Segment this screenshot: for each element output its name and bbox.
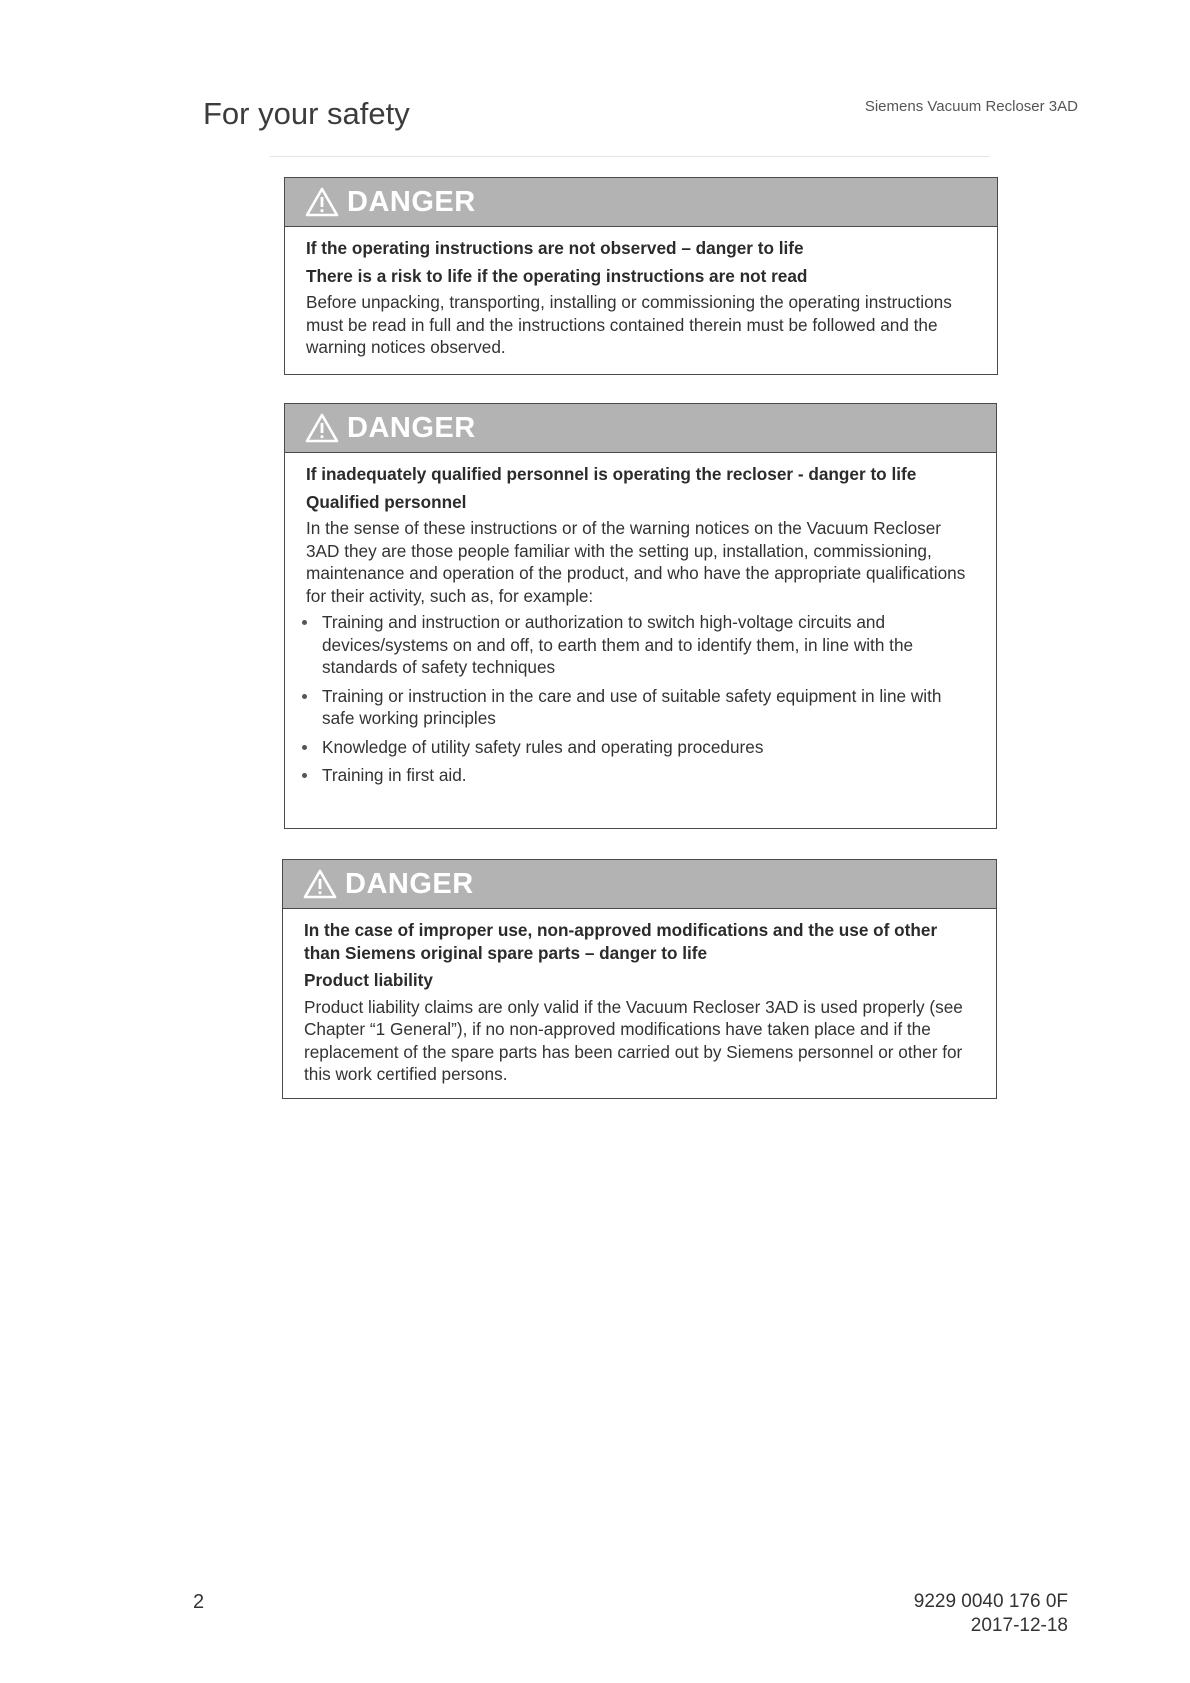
- list-item: Knowledge of utility safety rules and operating procedures: [286, 736, 974, 759]
- danger-signal-word: DANGER: [345, 867, 474, 900]
- header-product-name: Siemens Vacuum Recloser 3AD: [864, 98, 1078, 115]
- list-item: Training and instruction or authorization to switch high-voltage circuits and devices/systems on and off, to earth them and to identify them, in line with the standards of safety techniques: [286, 611, 974, 679]
- danger-notice-instructions: [284, 177, 998, 375]
- danger-notice-header: [283, 860, 996, 909]
- page-number: 2: [193, 1591, 205, 1613]
- danger-notice-body: [283, 909, 996, 1098]
- document-date: 2017-12-18: [970, 1615, 1068, 1636]
- notice-text: Before unpacking, transporting, installing or commissioning the operating instructions must be read in full and the instructions contained therein must be followed and the warning notices observed.: [306, 292, 952, 357]
- danger-notice-header: [285, 178, 997, 227]
- notice-text: Product liability claims are only valid if the Vacuum Recloser 3AD is used properly (see Chapter “1 General”), if no non-approved modifications have taken place and if the replacement of the spare parts has been carried out by Siemens personnel or other for this work certified persons.: [304, 996, 963, 1084]
- danger-notice-body: [285, 453, 996, 805]
- cause-statement: There is a risk to life if the operating instructions are not read: [306, 265, 808, 286]
- list-item: Training or instruction in the care and use of suitable safety equipment in line with safe working principles: [286, 685, 974, 730]
- danger-notice-qualified-personnel: [284, 403, 997, 829]
- hazard-statement: If inadequately qualified personnel is operating the recloser - danger to life: [306, 464, 917, 484]
- qualification-list: [286, 611, 974, 787]
- header-divider: [270, 156, 990, 157]
- danger-signal-word: DANGER: [347, 185, 476, 218]
- warning-triangle-icon: [305, 187, 339, 217]
- document-reference: [914, 1590, 1068, 1638]
- notice-text: In the sense of these instructions or of the warning notices on the Vacuum Recloser 3AD they are those people familiar with the setting up, installation, commissioning, maintenance and operation of the product, and who have the appropriate qualifications for their activity, such as, for example:: [306, 518, 966, 606]
- danger-notice-body: [285, 227, 997, 371]
- danger-notice-header: [285, 404, 996, 453]
- danger-signal-word: DANGER: [347, 411, 476, 444]
- page-title: For your safety: [203, 96, 410, 131]
- warning-triangle-icon: [305, 413, 339, 443]
- cause-statement: Qualified personnel: [306, 491, 467, 512]
- document-number: 9229 0040 176 0F: [913, 1591, 1068, 1612]
- list-item: Training in first aid.: [286, 764, 974, 787]
- hazard-statement: If the operating instructions are not observed – danger to life: [306, 238, 804, 258]
- warning-triangle-icon: [303, 869, 337, 899]
- cause-statement: Product liability: [304, 970, 433, 990]
- hazard-statement: In the case of improper use, non-approved modifications and the use of other than Siemens original spare parts – danger to life: [304, 920, 938, 963]
- danger-notice-product-liability: [282, 859, 997, 1099]
